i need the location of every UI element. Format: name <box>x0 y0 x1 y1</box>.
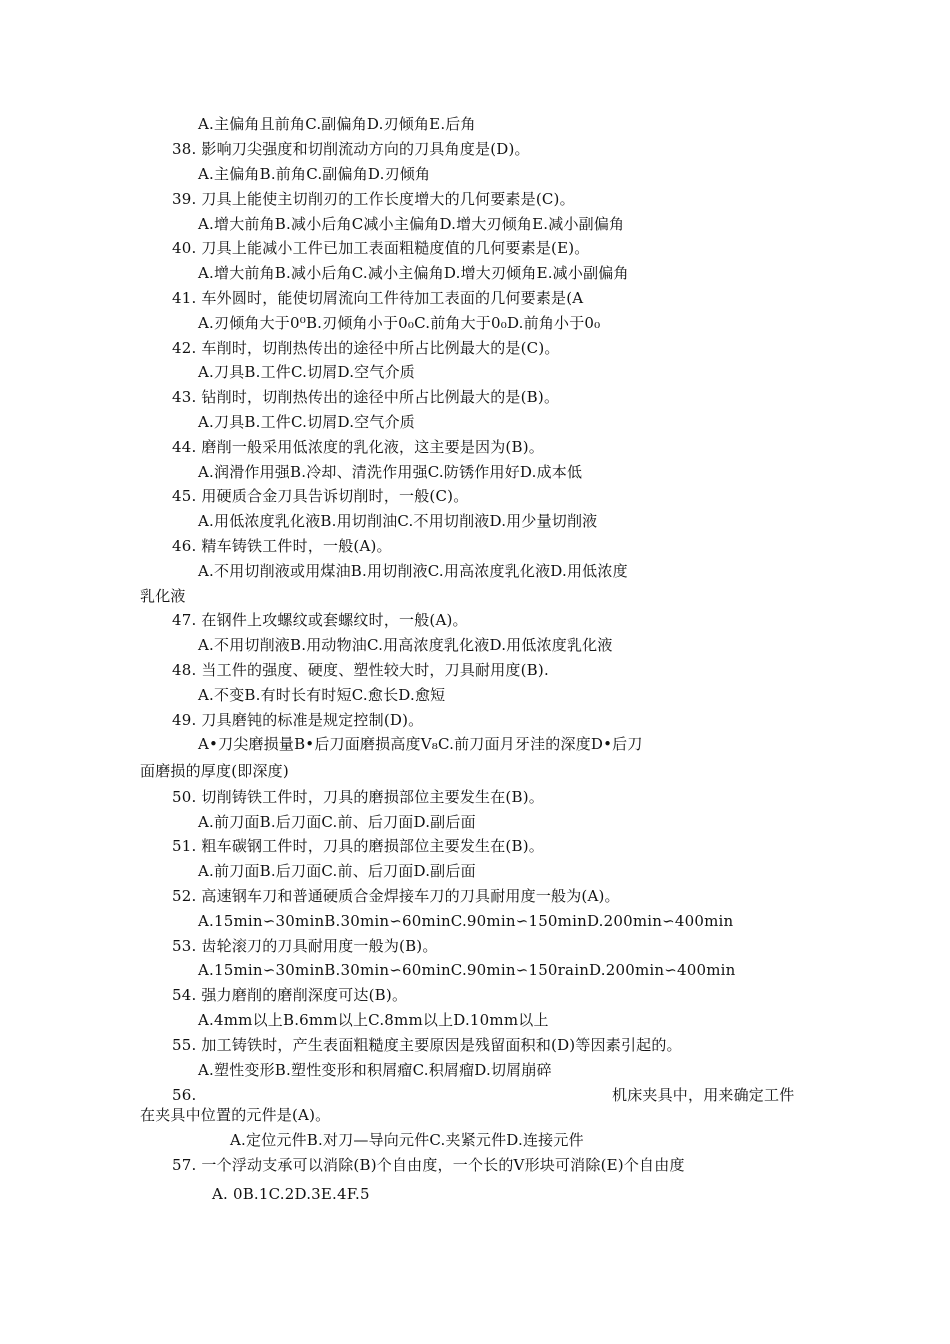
option-line: A.前刀面B.后刀面C.前、后刀面D.副后面 <box>198 862 476 880</box>
option-line: A.增大前角B.减小后角C减小主偏角D.增大刃倾角E.减小副偏角 <box>198 215 625 233</box>
continuation-line: 在夹具中位置的元件是(A)。 <box>140 1106 331 1124</box>
option-line: A. 0B.1C.2D.3E.4F.5 <box>212 1185 370 1203</box>
option-line: A.主偏角B.前角C.副偏角D.刃倾角 <box>198 165 431 183</box>
option-line: A.15min∽30minB.30min∽60minC.90min∽150minD.200min∽400min <box>198 912 734 930</box>
option-line: A.刀具B.工件C.切屑D.空气介质 <box>198 413 415 431</box>
continuation-line: 乳化液 <box>140 587 186 605</box>
option-line: A.刃倾角大于0⁰B.刃倾角小于0₀C.前角大于0₀D.前角小于0₀ <box>198 314 601 332</box>
question-50: 50. 切削铸铁工件时，刀具的磨损部位主要发生在(B)。 <box>172 788 544 806</box>
option-line: A.塑性变形B.塑性变形和积屑瘤C.积屑瘤D.切屑崩碎 <box>198 1061 552 1079</box>
option-line: A.15min∽30minB.30min∽60minC.90min∽150rainD.200min∽400min <box>198 961 736 979</box>
question-57: 57. 一个浮动支承可以消除(B)个自由度，一个长的V形块可消除(E)个自由度 <box>172 1156 685 1174</box>
question-41: 41. 车外圆时，能使切屑流向工件待加工表面的几何要素是(A <box>172 289 584 307</box>
question-47: 47. 在钢件上攻螺纹或套螺纹时，一般(A)。 <box>172 611 468 629</box>
option-line: A•刀尖磨损量B•后刀面磨损高度V₈C.前刀面月牙洼的深度D•后刀 <box>198 735 643 753</box>
option-line: A.用低浓度乳化液B.用切削油C.不用切削液D.用少量切削液 <box>198 512 598 530</box>
continuation-line: 面磨损的厚度(即深度) <box>140 762 289 780</box>
question-53: 53. 齿轮滚刀的刀具耐用度一般为(B)。 <box>172 937 438 955</box>
question-46: 46. 精车铸铁工件时，一般(A)。 <box>172 537 392 555</box>
option-line: A.增大前角B.减小后角C.减小主偏角D.增大刃倾角E.减小副偏角 <box>198 264 629 282</box>
question-52: 52. 高速钢车刀和普通硬质合金焊接车刀的刀具耐用度一般为(A)。 <box>172 887 620 905</box>
question-51: 51. 粗车碳钢工件时，刀具的磨损部位主要发生在(B)。 <box>172 837 544 855</box>
question-42: 42. 车削时，切削热传出的途径中所占比例最大的是(C)。 <box>172 339 560 357</box>
question-43: 43. 钻削时，切削热传出的途径中所占比例最大的是(B)。 <box>172 388 560 406</box>
question-45: 45. 用硬质合金刀具告诉切削时，一般(C)。 <box>172 487 469 505</box>
question-55: 55. 加工铸铁时，产生表面粗糙度主要原因是残留面积和(D)等因素引起的。 <box>172 1036 682 1054</box>
question-49: 49. 刀具磨钝的标准是规定控制(D)。 <box>172 711 424 729</box>
option-line: A.不用切削液B.用动物油C.用高浓度乳化液D.用低浓度乳化液 <box>198 636 613 654</box>
option-line: A.前刀面B.后刀面C.前、后刀面D.副后面 <box>198 813 476 831</box>
question-39: 39. 刀具上能使主切削刃的工作长度增大的几何要素是(C)。 <box>172 190 575 208</box>
option-line: A.不变B.有时长有时短C.愈长D.愈短 <box>198 686 446 704</box>
question-44: 44. 磨削一般采用低浓度的乳化液，这主要是因为(B)。 <box>172 438 544 456</box>
question-48: 48. 当工件的强度、硬度、塑性较大时，刀具耐用度(B). <box>172 661 549 679</box>
question-40: 40. 刀具上能减小工件已加工表面粗糙度值的几何要素是(E)。 <box>172 239 590 257</box>
option-line: A.不用切削液或用煤油B.用切削液C.用高浓度乳化液D.用低浓度 <box>198 562 628 580</box>
question-54: 54. 强力磨削的磨削深度可达(B)。 <box>172 986 408 1004</box>
option-line: A.定位元件B.对刀—导向元件C.夹紧元件D.连接元件 <box>230 1131 584 1149</box>
option-line: A.4mm以上B.6mm以上C.8mm以上D.10mm以上 <box>198 1011 549 1029</box>
question-56-number: 56. <box>172 1086 197 1104</box>
option-line: A.润滑作用强B.冷却、清洗作用强C.防锈作用好D.成本低 <box>198 463 583 481</box>
option-line: A.主偏角且前角C.副偏角D.刃倾角E.后角 <box>198 115 476 133</box>
question-38: 38. 影响刀尖强度和切削流动方向的刀具角度是(D)。 <box>172 140 530 158</box>
question-56-text: 机床夹具中，用来确定工件 <box>612 1086 795 1104</box>
option-line: A.刀具B.工件C.切屑D.空气介质 <box>198 363 415 381</box>
